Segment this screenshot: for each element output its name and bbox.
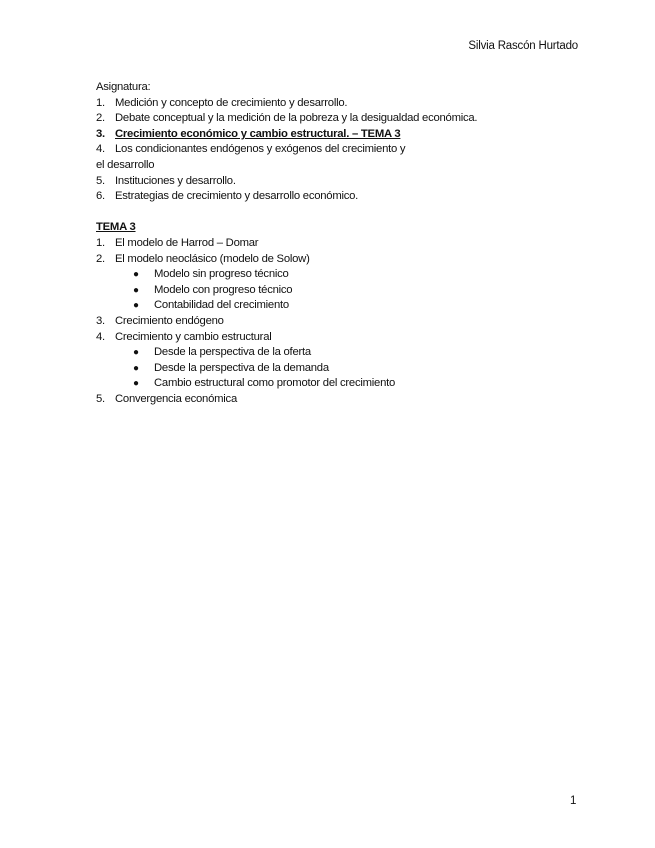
bullet-dot-icon: ● xyxy=(133,300,139,312)
subject-item-4-continuation: el desarrollo xyxy=(96,158,155,171)
tema-item-5 xyxy=(96,392,556,408)
bullet-dot-icon: ● xyxy=(133,269,139,281)
tema-bullet-text: Desde la perspectiva de la demanda xyxy=(154,361,329,374)
tema-bullet xyxy=(96,376,556,392)
tema-item-text: Crecimiento endógeno xyxy=(115,314,224,327)
subject-item-2 xyxy=(96,111,556,127)
author-header: Silvia Rascón Hurtado xyxy=(468,40,578,52)
tema-bullet-text: Modelo con progreso técnico xyxy=(154,283,293,296)
tema-item-2 xyxy=(96,252,556,268)
tema-item-text: El modelo de Harrod – Domar xyxy=(115,236,259,249)
bullet-dot-icon: ● xyxy=(133,284,139,296)
subject-item-number: 6. xyxy=(96,190,105,203)
tema-item-number: 5. xyxy=(96,392,105,405)
subject-item-number: 5. xyxy=(96,174,105,187)
tema-bullet xyxy=(96,283,556,299)
tema-item-4 xyxy=(96,330,556,346)
tema-item-text: Crecimiento y cambio estructural xyxy=(115,330,272,343)
subject-item-text: Crecimiento económico y cambio estructural. – TEMA 3 xyxy=(115,127,401,140)
tema-item-1 xyxy=(96,236,556,252)
subject-item-text: Estrategias de crecimiento y desarrollo económico. xyxy=(115,190,359,203)
subject-item-text: Debate conceptual y la medición de la pobreza y la desigualdad económica. xyxy=(115,112,478,125)
tema-item-number: 2. xyxy=(96,252,105,265)
tema-bullet-text: Cambio estructural como promotor del crecimiento xyxy=(154,377,396,390)
tema-bullet xyxy=(96,267,556,283)
tema-item-number: 1. xyxy=(96,236,105,249)
document-content xyxy=(96,80,556,407)
subject-item-number: 2. xyxy=(96,112,105,125)
page-number: 1 xyxy=(570,795,577,807)
subject-item-4 xyxy=(96,142,556,158)
tema-bullet xyxy=(96,298,556,314)
bullet-dot-icon: ● xyxy=(133,347,139,359)
subject-item-text: Instituciones y desarrollo. xyxy=(115,174,236,187)
bullet-dot-icon: ● xyxy=(133,362,139,374)
subject-label: Asignatura: xyxy=(96,81,151,93)
tema-bullet-text: Desde la perspectiva de la oferta xyxy=(154,346,311,359)
subject-item-6 xyxy=(96,189,556,205)
subject-item-number: 1. xyxy=(96,96,105,109)
bullet-dot-icon: ● xyxy=(133,378,139,390)
subject-item-3-highlighted xyxy=(96,127,556,143)
subject-item-text: Medición y concepto de crecimiento y desarrollo. xyxy=(115,96,348,109)
tema-bullet xyxy=(96,345,556,361)
subject-item-number: 4. xyxy=(96,143,105,156)
subject-item-1 xyxy=(96,96,556,112)
tema-bullet-text: Modelo sin progreso técnico xyxy=(154,268,289,281)
tema-title: TEMA 3 xyxy=(96,221,136,234)
tema-item-number: 3. xyxy=(96,314,105,327)
spacer xyxy=(96,205,556,221)
subject-item-5 xyxy=(96,174,556,190)
tema-bullet xyxy=(96,361,556,377)
tema-item-3 xyxy=(96,314,556,330)
subject-item-number: 3. xyxy=(96,127,105,140)
tema-item-number: 4. xyxy=(96,330,105,343)
tema-bullet-text: Contabilidad del crecimiento xyxy=(154,299,289,312)
subject-item-text: Los condicionantes endógenos y exógenos del crecimiento y xyxy=(115,143,406,156)
tema-item-text: Convergencia económica xyxy=(115,392,237,405)
tema-item-text: El modelo neoclásico (modelo de Solow) xyxy=(115,252,310,265)
